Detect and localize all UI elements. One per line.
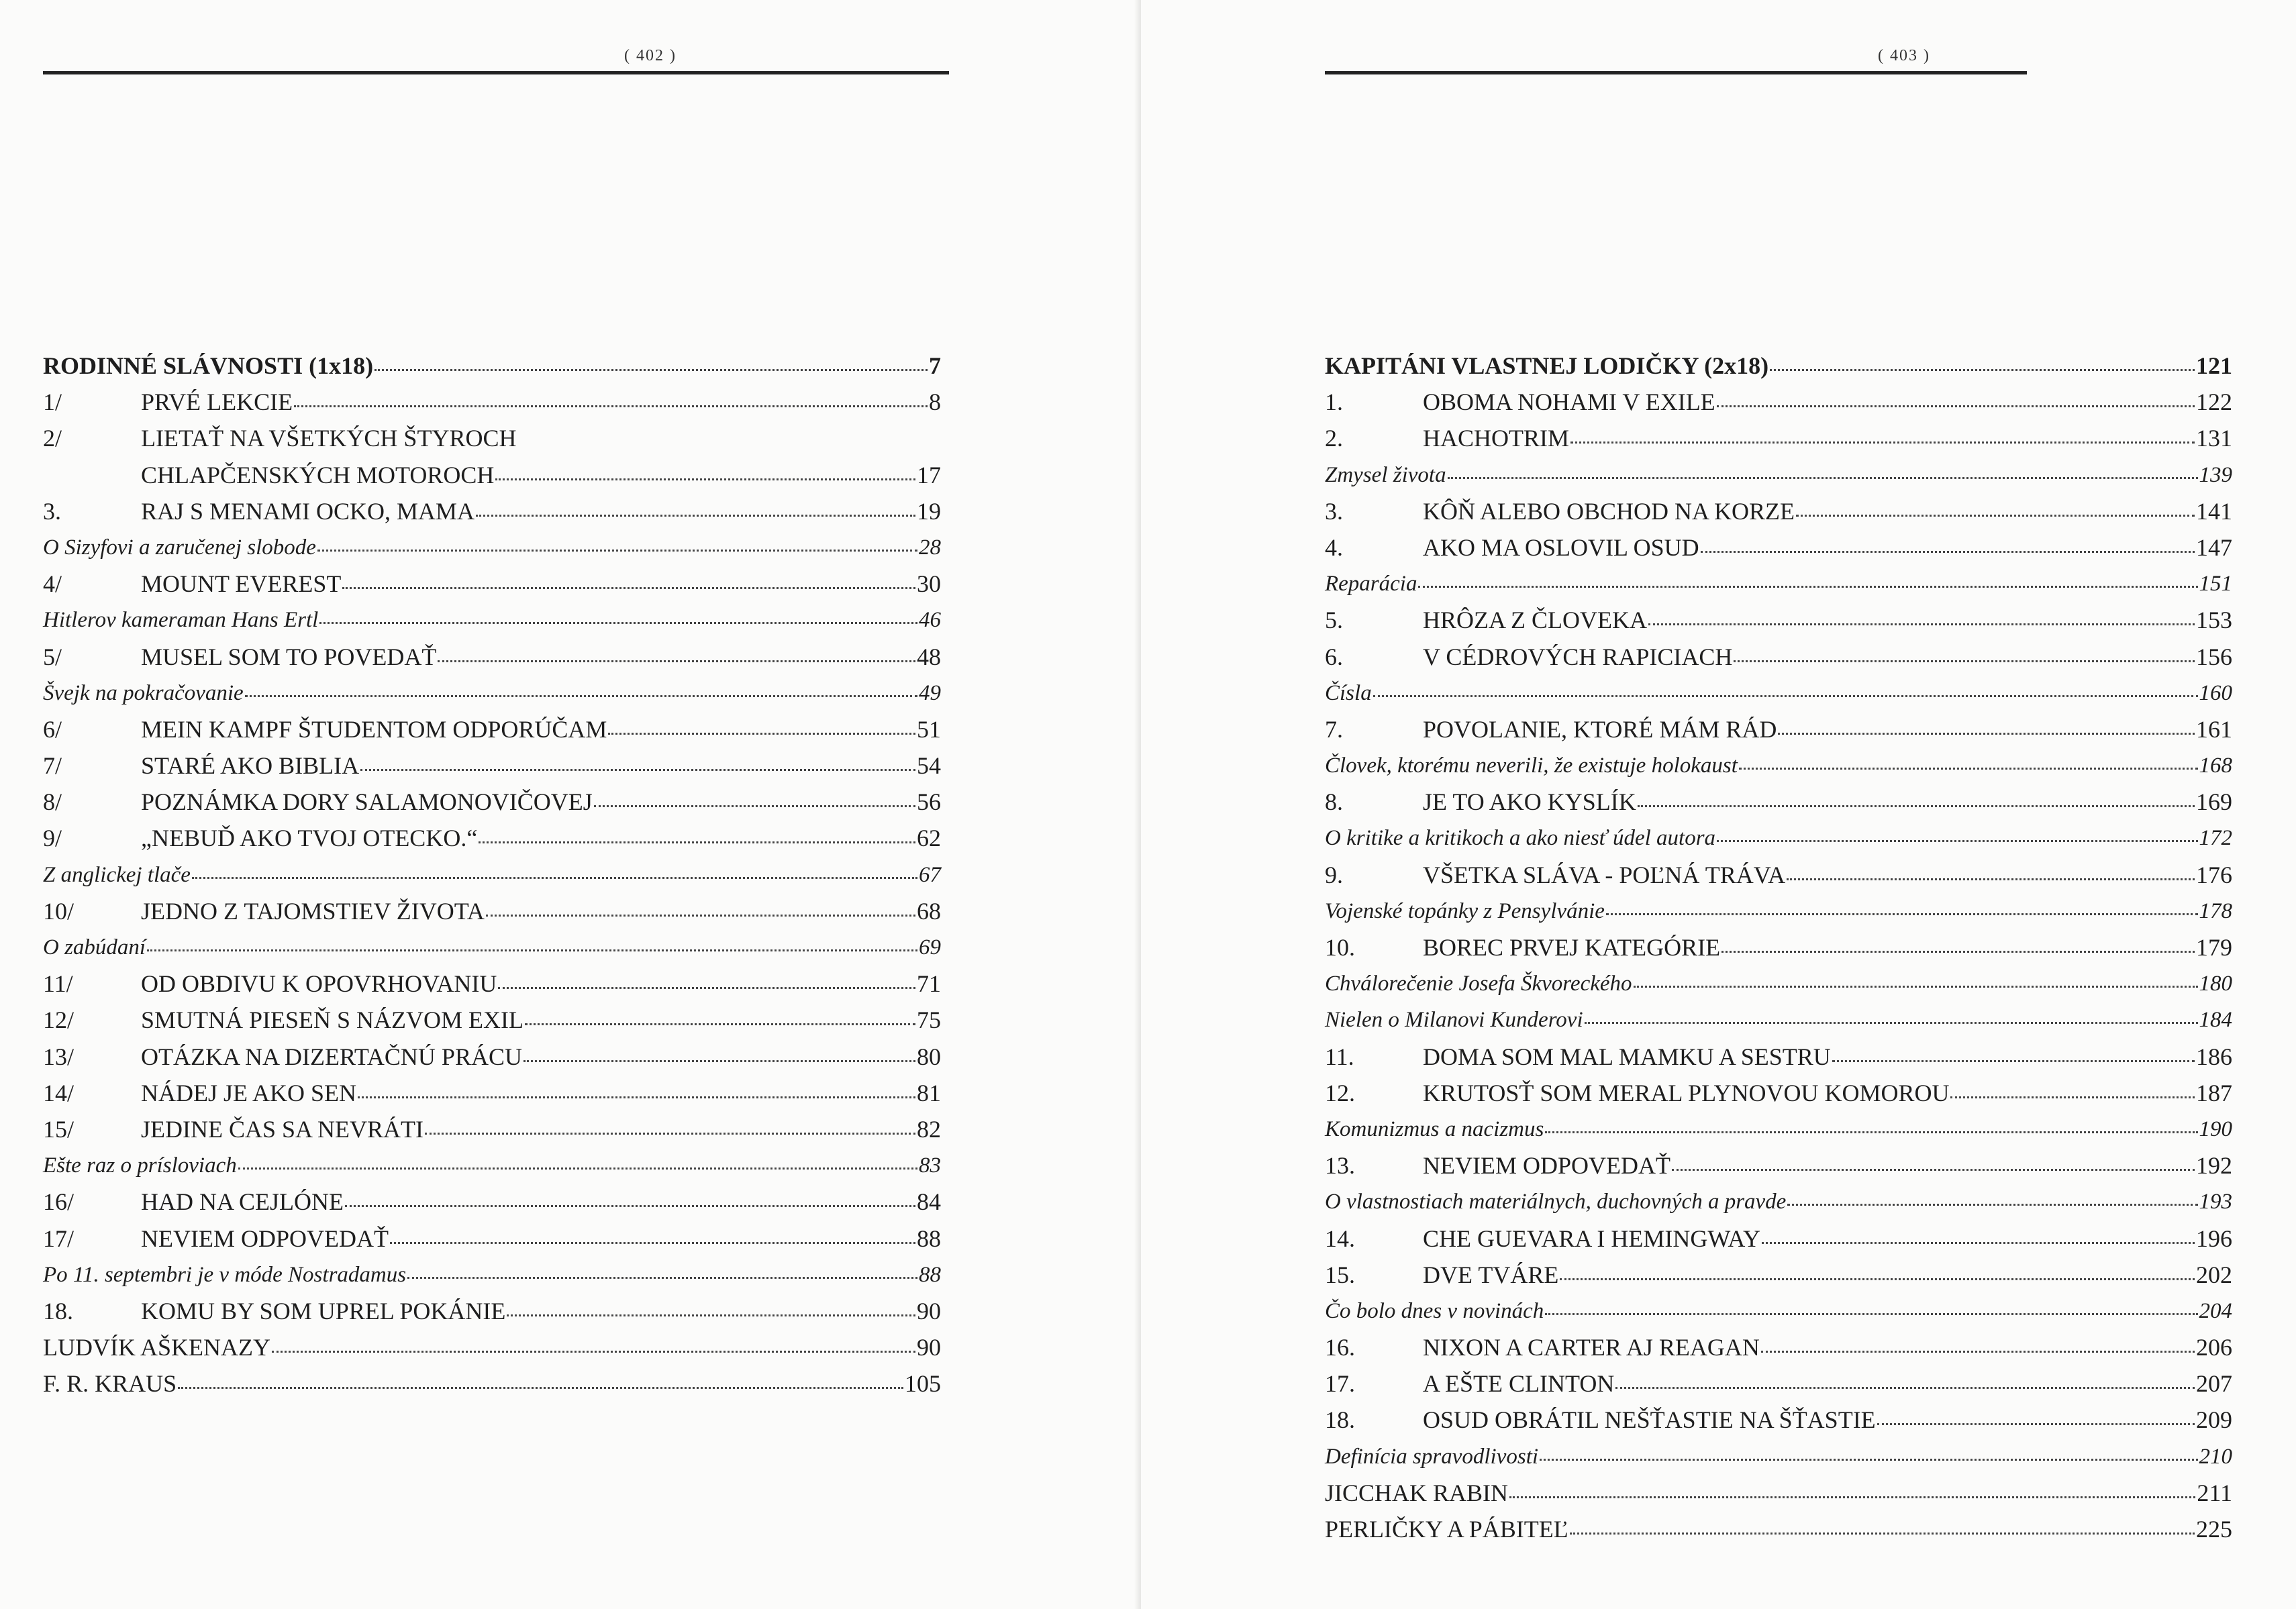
page-ref: 30 [917,570,941,598]
toc-entry [43,348,941,384]
toc-entry [1325,747,2232,784]
page-ref: 81 [917,1079,941,1106]
entry-title: MEIN KAMPF ŠTUDENTOM ODPORÚČAM [141,715,607,743]
page-ref: 179 [2196,934,2232,961]
toc-entry [1325,566,2232,602]
dot-leader [375,369,928,371]
entry-title: Reparácia [1325,572,1417,596]
dot-leader [1950,1096,2195,1098]
dot-leader [358,1096,915,1098]
dot-leader [317,550,917,552]
chapter-number: 13/ [43,1043,74,1070]
page-ref: 122 [2196,388,2232,416]
dot-leader [1787,1204,2197,1206]
page-ref: 180 [2199,972,2232,996]
page-ref: 172 [2199,826,2232,851]
entry-title: HACHOTRIM [1423,425,1570,452]
page-number: ( 402 ) [624,47,677,64]
page-ref: 19 [917,497,941,525]
page-ref: 193 [2199,1190,2232,1214]
page-ref: 88 [917,1225,941,1252]
chapter-number: 1. [1325,388,1343,416]
entry-title: O Sizyfovi a zaručenej slobode [43,535,316,560]
entry-title: LIETAŤ NA VŠETKÝCH ŠTYROCH [141,425,517,452]
dot-leader [1761,1351,2195,1353]
chapter-number: 17. [1325,1370,1355,1398]
dot-leader [1739,768,2198,770]
toc-entry [1325,1439,2232,1475]
entry-title: KOMU BY SOM UPREL POKÁNIE [141,1297,506,1325]
entry-title: CHE GUEVARA I HEMINGWAY [1423,1225,1761,1252]
toc-entry [1325,1511,2232,1547]
page-ref: 90 [917,1297,941,1325]
page-ref: 71 [917,970,941,998]
toc-entry [43,784,941,820]
chapter-number: 12. [1325,1079,1355,1106]
page-ref: 184 [2199,1008,2232,1033]
entry-title: Komunizmus a nacizmus [1325,1117,1544,1141]
chapter-number: 3. [1325,497,1343,525]
page-ref: 90 [917,1334,941,1361]
toc-entry [1325,1475,2232,1511]
entry-title: Chválorečenie Josefa Škvoreckého [1325,972,1632,996]
page-ref: 46 [919,608,941,633]
toc-entry [1325,457,2232,493]
dot-leader [425,1133,915,1135]
entry-title: Švejk na pokračovanie [43,680,244,705]
chapter-number: 9/ [43,825,62,852]
chapter-number: 8/ [43,788,62,816]
toc-entry [1325,1075,2232,1111]
page-ref: 204 [2199,1298,2232,1323]
dot-leader [294,405,928,407]
entry-title: O vlastnostiach materiálnych, duchovných a pravde [1325,1190,1787,1214]
toc-entry [1325,384,2232,420]
toc-entry [43,929,941,966]
toc-entry [43,1075,941,1111]
chapter-number: 3. [43,497,61,525]
entry-title: MOUNT EVEREST [141,570,342,598]
toc-entry [1325,529,2232,566]
dot-leader [1701,551,2195,553]
entry-title: RAJ S MENAMI OCKO, MAMA [141,497,475,525]
toc-entry [43,457,941,493]
page-ref: 196 [2196,1225,2232,1252]
toc-entry [1325,893,2232,929]
dot-leader [147,949,917,951]
page-ref: 178 [2199,898,2232,923]
dot-leader [360,769,915,771]
chapter-number: 2/ [43,425,62,452]
page-ref: 69 [919,935,941,959]
toc-entry [43,1329,941,1365]
entry-title: MUSEL SOM TO POVEDAŤ [141,643,437,670]
chapter-number: 8. [1325,788,1343,816]
dot-leader [1615,1387,2195,1389]
entry-title: Po 11. septembri je v móde Nostradamus [43,1262,407,1287]
entry-title: KÔŇ ALEBO OBCHOD NA KORZE [1423,497,1795,525]
entry-title: POZNÁMKA DORY SALAMONOVIČOVEJ [141,788,593,816]
dot-leader [272,1351,915,1353]
dot-leader [1672,1169,2195,1171]
toc-entry [1325,1257,2232,1293]
toc-entry [1325,820,2232,856]
entry-title: Nielen o Milanovi Kunderovi [1325,1008,1583,1033]
chapter-number: 13. [1325,1152,1355,1180]
page-ref: 147 [2196,533,2232,561]
dot-leader [507,1314,915,1316]
toc-entry [1325,493,2232,529]
page-ref: 8 [929,388,941,416]
entry-title: JEDINE ČAS SA NEVRÁTI [141,1115,424,1143]
toc-entry [43,1365,941,1402]
page-ref: 17 [917,461,941,488]
entry-title: CHLAPČENSKÝCH MOTOROCH [141,461,495,488]
left-page [0,0,1141,1609]
entry-title: AKO MA OSLOVIL OSUD [1423,533,1699,561]
toc-entry [43,1002,941,1038]
page-ref: 83 [919,1153,941,1178]
entry-title: OTÁZKA NA DIZERTAČNÚ PRÁCU [141,1043,522,1070]
toc-entry [43,1293,941,1329]
toc-entry [43,420,941,456]
dot-leader [523,1060,915,1062]
page-ref: 206 [2196,1334,2232,1361]
dot-leader [476,515,915,517]
toc-entry [1325,1184,2232,1220]
dot-leader [1634,986,2198,988]
page-ref: 176 [2196,861,2232,888]
toc-entry [43,711,941,747]
toc-entry [1325,1293,2232,1329]
page-ref: 207 [2196,1370,2232,1398]
toc-entry [1325,1221,2232,1257]
entry-title: Čo bolo dnes v novinách [1325,1298,1544,1323]
entry-title: Ešte raz o prísloviach [43,1153,237,1178]
entry-title: BOREC PRVEJ KATEGÓRIE [1423,934,1721,961]
chapter-number: 6. [1325,643,1343,670]
dot-leader [495,478,915,480]
toc-entry [1325,1365,2232,1402]
entry-title: STARÉ AKO BIBLIA [141,752,360,780]
entry-title: NIXON A CARTER AJ REAGAN [1423,1334,1760,1361]
entry-title: Čísla [1325,680,1372,705]
dot-leader [390,1242,915,1244]
chapter-number: 14/ [43,1079,74,1106]
entry-title: Zmysel života [1325,462,1446,487]
toc-entry [43,1221,941,1257]
entry-title: PRVÉ LEKCIE [141,388,293,416]
chapter-number: 4/ [43,570,62,598]
dot-leader [1778,733,2195,735]
entry-title: Hitlerov kameraman Hans Ertl [43,608,319,633]
entry-title: „NEBUĎ AKO TVOJ OTECKO.“ [141,825,478,852]
page-ref: 211 [2197,1479,2232,1506]
entry-title: HAD NA CEJLÓNE [141,1188,344,1216]
chapter-number: 15. [1325,1261,1355,1288]
toc-entry [1325,420,2232,456]
entry-title: KAPITÁNI VLASTNEJ LODIČKY (2x18) [1325,352,1769,379]
dot-leader [486,915,915,917]
page-ref: 210 [2199,1444,2232,1469]
toc-entry [1325,1147,2232,1184]
chapter-number: 2. [1325,425,1343,452]
dot-leader [1734,660,2195,662]
chapter-number: 5/ [43,643,62,670]
dot-leader [407,1277,917,1279]
dot-leader [608,733,915,735]
entry-title: JICCHAK RABIN [1325,1479,1509,1506]
toc-entry [1325,602,2232,638]
toc-entry [43,493,941,529]
dot-leader [319,622,917,624]
toc-entry [1325,784,2232,820]
dot-leader [1373,695,2198,697]
page-ref: 151 [2199,572,2232,596]
page-ref: 186 [2196,1043,2232,1070]
page-ref: 190 [2199,1117,2232,1141]
toc-entry [1325,675,2232,711]
dot-leader [1787,878,2195,880]
dot-leader [1540,1459,2197,1461]
dot-leader [1832,1060,2195,1062]
page-ref: 187 [2196,1079,2232,1106]
entry-title: DVE TVÁRE [1423,1261,1559,1288]
entry-title: V CÉDROVÝCH RAPICIACH [1423,643,1733,670]
toc-entry [43,1039,941,1075]
page-ref: 75 [917,1006,941,1034]
dot-leader [345,1205,915,1207]
page-ref: 161 [2196,715,2232,743]
entry-title: O zabúdaní [43,935,146,959]
dot-leader [1877,1423,2195,1425]
page-ref: 169 [2196,788,2232,816]
toc-entry [43,384,941,420]
page-ref: 141 [2196,497,2232,525]
entry-title: POVOLANIE, KTORÉ MÁM RÁD [1423,715,1777,743]
page-ref: 84 [917,1188,941,1216]
page-ref: 225 [2196,1516,2232,1543]
entry-title: LUDVÍK AŠKENAZY [43,1334,270,1361]
entry-title: RODINNÉ SLÁVNOSTI (1x18) [43,352,374,379]
toc-entry [43,893,941,929]
dot-leader [1721,951,2195,953]
chapter-number: 18. [1325,1406,1355,1434]
chapter-number: 7/ [43,752,62,780]
page-ref: 131 [2196,425,2232,452]
entry-title: Vojenské topánky z Pensylvánie [1325,898,1605,923]
chapter-number: 11. [1325,1043,1354,1070]
entry-title: NÁDEJ JE AKO SEN [141,1079,357,1106]
toc-entry [43,1184,941,1220]
dot-leader [594,805,915,807]
entry-title: HRÔZA Z ČLOVEKA [1423,607,1647,634]
toc-entry [43,1257,941,1293]
toc-entry [1325,966,2232,1002]
dot-leader [192,877,917,879]
toc-entry [1325,1329,2232,1365]
toc-entry [43,1147,941,1184]
entry-title: JEDNO Z TAJOMSTIEV ŽIVOTA [141,897,485,925]
entry-title: DOMA SOM MAL MAMKU A SESTRU [1423,1043,1831,1070]
toc-entry [43,820,941,856]
dot-leader [1717,840,2197,842]
entry-title: Z anglickej tlače [43,862,191,887]
chapter-number: 6/ [43,715,62,743]
chapter-number: 16/ [43,1188,74,1216]
toc-entry [1325,929,2232,966]
chapter-number: 4. [1325,533,1343,561]
toc-entry [1325,1111,2232,1147]
page-number: ( 403 ) [1878,47,1930,64]
toc-entry [43,857,941,893]
entry-title: SMUTNÁ PIESEŇ S NÁZVOM EXIL [141,1006,524,1034]
entry-title: F. R. KRAUS [43,1370,177,1398]
page-ref: 82 [917,1115,941,1143]
chapter-number: 5. [1325,607,1343,634]
page-ref: 192 [2196,1152,2232,1180]
page-ref: 62 [917,825,941,852]
dot-leader [498,987,915,989]
entry-title: VŠETKA SLÁVA - POĽNÁ TRÁVA [1423,861,1786,888]
entry-title: OBOMA NOHAMI V EXILE [1423,388,1715,416]
entry-title: NEVIEM ODPOVEDAŤ [1423,1152,1670,1180]
page-ref: 68 [917,897,941,925]
page-ref: 153 [2196,607,2232,634]
entry-title: KRUTOSŤ SOM MERAL PLYNOVOU KOMOROU [1423,1079,1950,1106]
header-rule [1325,71,2027,74]
page-ref: 160 [2199,680,2232,705]
page-ref: 56 [917,788,941,816]
dot-leader [178,1387,903,1389]
dot-leader [479,841,915,843]
toc-entry [1325,857,2232,893]
chapter-number: 11/ [43,970,73,998]
page-ref: 67 [919,862,941,887]
page-ref: 202 [2196,1261,2232,1288]
dot-leader [1585,1022,2198,1024]
page-ref: 139 [2199,462,2232,487]
dot-leader [1717,405,2195,407]
toc-entry [43,602,941,638]
page-ref: 49 [919,680,941,705]
dot-leader [1509,1496,2195,1498]
page-ref: 168 [2199,754,2232,778]
chapter-number: 16. [1325,1334,1355,1361]
table-of-contents [43,348,941,1402]
dot-leader [1448,477,2198,479]
chapter-number: 10/ [43,897,74,925]
toc-entry [1325,1002,2232,1038]
dot-leader [1570,442,2195,444]
dot-leader [1560,1278,2195,1280]
dot-leader [1545,1131,2197,1133]
page-ref: 209 [2196,1406,2232,1434]
table-of-contents [1325,348,2232,1547]
page-ref: 121 [2196,352,2232,379]
page-ref: 156 [2196,643,2232,670]
entry-title: Človek, ktorému neverili, že existuje holokaust [1325,754,1738,778]
toc-entry [1325,1039,2232,1075]
entry-title: OSUD OBRÁTIL NEŠŤASTIE NA ŠŤASTIE [1423,1406,1876,1434]
toc-entry [1325,711,2232,747]
chapter-number: 1/ [43,388,62,416]
dot-leader [1418,586,2197,588]
toc-entry [1325,1402,2232,1438]
toc-entry [43,529,941,566]
page-ref: 48 [917,643,941,670]
chapter-number: 18. [43,1297,73,1325]
chapter-number: 14. [1325,1225,1355,1252]
entry-title: JE TO AKO KYSLÍK [1423,788,1636,816]
toc-entry [43,747,941,784]
toc-entry [1325,348,2232,384]
toc-entry [43,639,941,675]
toc-entry [43,966,941,1002]
toc-entry [43,1111,941,1147]
dot-leader [1796,515,2195,517]
chapter-number: 10. [1325,934,1355,961]
page-ref: 28 [919,535,941,560]
dot-leader [1648,623,2195,625]
page-ref: 51 [917,715,941,743]
entry-title: NEVIEM ODPOVEDAŤ [141,1225,389,1252]
dot-leader [1638,805,2195,807]
page-ref: 7 [929,352,941,379]
dot-leader [1606,913,2198,915]
page-ref: 105 [905,1370,941,1398]
entry-title: Definícia spravodlivosti [1325,1444,1539,1469]
chapter-number: 7. [1325,715,1343,743]
chapter-number: 9. [1325,861,1343,888]
toc-entry [43,566,941,602]
dot-leader [438,660,915,662]
dot-leader [342,587,915,589]
entry-title: A EŠTE CLINTON [1423,1370,1615,1398]
right-page [1141,0,2296,1609]
page-ref: 80 [917,1043,941,1070]
entry-title: O kritike a kritikoch a ako niesť údel autora [1325,826,1716,851]
dot-leader [238,1167,917,1170]
toc-entry [1325,639,2232,675]
dot-leader [1762,1242,2195,1244]
entry-title: PERLIČKY A PÁBITEĽ [1325,1516,1568,1543]
dot-leader [1570,1533,2195,1535]
dot-leader [245,695,917,697]
toc-entry [43,675,941,711]
dot-leader [1770,369,2195,371]
dot-leader [1545,1313,2197,1315]
dot-leader [525,1023,915,1025]
chapter-number: 12/ [43,1006,74,1034]
header-rule [43,71,949,74]
chapter-number: 17/ [43,1225,74,1252]
entry-title: OD OBDIVU K OPOVRHOVANIU [141,970,497,998]
page-ref: 88 [919,1262,941,1287]
page-ref: 54 [917,752,941,780]
chapter-number: 15/ [43,1115,74,1143]
